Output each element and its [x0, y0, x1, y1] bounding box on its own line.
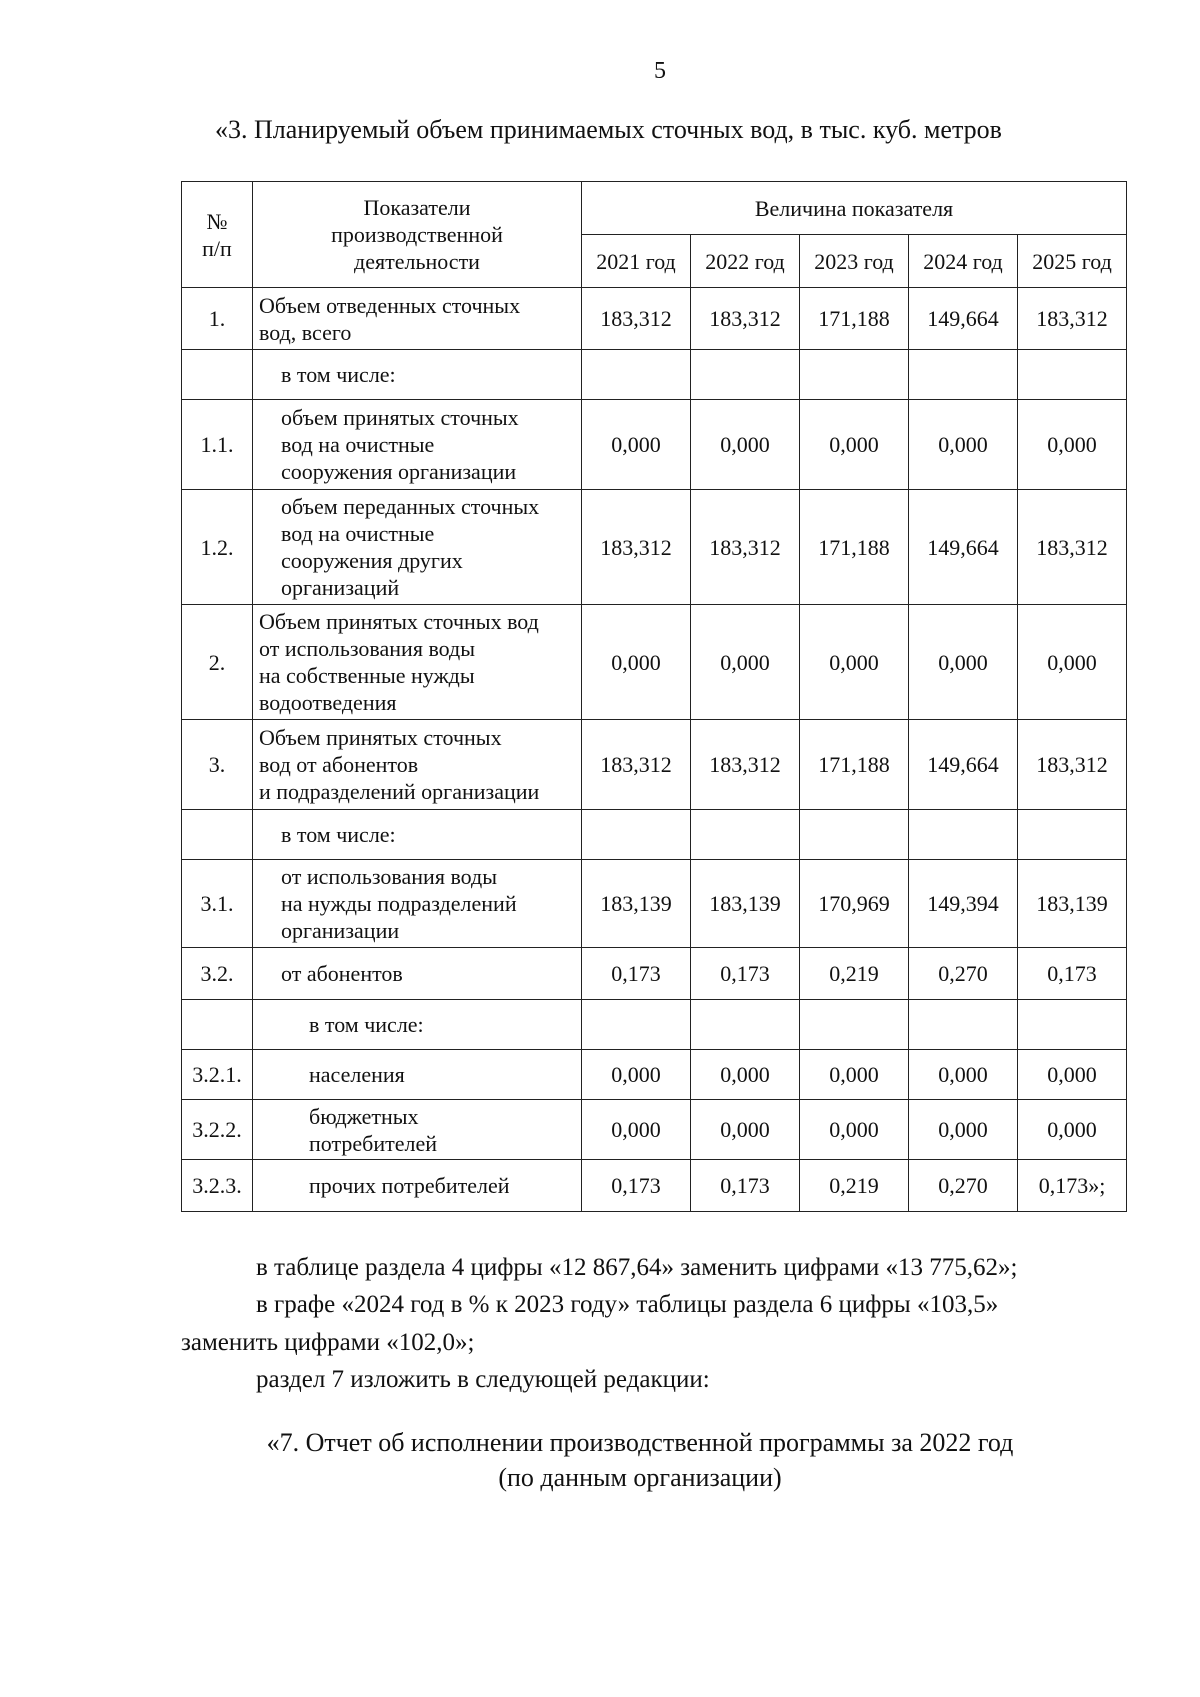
header-indicator-line: производственной: [331, 222, 503, 247]
value-cell-2021: [582, 810, 691, 860]
value-cell-2023: 0,219: [800, 1160, 909, 1212]
value-cell-2024: [909, 1000, 1018, 1050]
table-row: [182, 400, 1127, 490]
section-3-title: «3. Планируемый объем принимаемых сточных вод, в тыс. куб. метров: [215, 115, 1002, 144]
indicator-line: сооружения других: [281, 548, 463, 573]
value-cell-2023: 171,188: [800, 490, 909, 605]
value-cell-2024: [909, 350, 1018, 400]
row-indicator: [253, 1000, 582, 1050]
row-indicator: [253, 1100, 582, 1160]
value-cell-2023: 171,188: [800, 720, 909, 810]
row-number: [182, 350, 253, 400]
indicator-line: на нужды подразделений: [281, 891, 517, 916]
table-row: [182, 1100, 1127, 1160]
row-indicator: [253, 720, 582, 810]
value-cell-2025: 183,139: [1018, 860, 1127, 948]
header-value-group: Величина показателя: [582, 182, 1127, 235]
section-7-title-line-1: «7. Отчет об исполнении производственной программы за 2022 год: [266, 1428, 1014, 1457]
value-cell-2022: [691, 810, 800, 860]
value-cell-2024: 0,000: [909, 1050, 1018, 1100]
value-cell-2021: 183,312: [582, 720, 691, 810]
table-row: [182, 1050, 1127, 1100]
value-cell-2022: 183,139: [691, 860, 800, 948]
paragraph-2-line-1: в графе «2024 год в % к 2023 году» таблицы раздела 6 цифры «103,5»: [256, 1291, 999, 1318]
value-cell-2022: 0,000: [691, 1050, 800, 1100]
value-cell-2022: 0,000: [691, 1100, 800, 1160]
value-cell-2021: 183,312: [582, 490, 691, 605]
value-cell-2024: [909, 810, 1018, 860]
header-num: [182, 182, 253, 288]
indicator-line: вод на очистные: [281, 521, 435, 546]
value-cell-2025: 183,312: [1018, 288, 1127, 350]
table-row: [182, 720, 1127, 810]
table-row: [182, 288, 1127, 350]
indicator-line: населения: [309, 1062, 405, 1087]
row-indicator: [253, 1050, 582, 1100]
row-number: 1.: [182, 288, 253, 350]
table-row: [182, 810, 1127, 860]
indicator-line: от использования воды: [259, 636, 476, 661]
table-row: [182, 490, 1127, 605]
indicator-line: сооружения организации: [281, 459, 517, 484]
row-indicator: [253, 605, 582, 720]
row-indicator: [253, 288, 582, 350]
header-year: 2024 год: [909, 235, 1018, 288]
row-number: [182, 1000, 253, 1050]
table-row: [182, 350, 1127, 400]
value-cell-2021: 0,000: [582, 1050, 691, 1100]
header-year: 2023 год: [800, 235, 909, 288]
value-cell-2025: [1018, 1000, 1127, 1050]
indicator-line: в том числе:: [281, 362, 396, 387]
value-cell-2021: [582, 350, 691, 400]
row-number: 3.1.: [182, 860, 253, 948]
value-cell-2025: [1018, 810, 1127, 860]
indicator-line: Объем принятых сточных вод: [259, 609, 539, 634]
value-cell-2022: 183,312: [691, 490, 800, 605]
value-cell-2023: 170,969: [800, 860, 909, 948]
indicator-line: организаций: [281, 575, 400, 600]
value-cell-2024: 0,000: [909, 605, 1018, 720]
row-indicator: [253, 490, 582, 605]
value-cell-2021: 0,173: [582, 948, 691, 1000]
value-cell-2023: 171,188: [800, 288, 909, 350]
wastewater-volume-table: [181, 181, 1127, 1212]
row-number: 3.2.3.: [182, 1160, 253, 1212]
indicator-line: прочих потребителей: [309, 1173, 510, 1198]
value-cell-2022: 0,173: [691, 1160, 800, 1212]
row-indicator: [253, 350, 582, 400]
header-indicator: [253, 182, 582, 288]
row-number: 2.: [182, 605, 253, 720]
table-body: [182, 288, 1127, 1212]
indicator-line: вод на очистные: [281, 432, 435, 457]
value-cell-2023: 0,000: [800, 1050, 909, 1100]
table-row: [182, 1160, 1127, 1212]
value-cell-2024: 149,664: [909, 490, 1018, 605]
row-indicator: [253, 860, 582, 948]
row-number: 1.1.: [182, 400, 253, 490]
value-cell-2023: 0,219: [800, 948, 909, 1000]
row-indicator: [253, 400, 582, 490]
indicator-line: в том числе:: [281, 822, 396, 847]
value-cell-2021: 0,000: [582, 1100, 691, 1160]
value-cell-2025: 0,173: [1018, 948, 1127, 1000]
header-year: 2021 год: [582, 235, 691, 288]
value-cell-2023: 0,000: [800, 400, 909, 490]
indicator-line: в том числе:: [309, 1012, 424, 1037]
indicator-line: организации: [281, 918, 400, 943]
value-cell-2025: [1018, 350, 1127, 400]
row-number: 3.2.1.: [182, 1050, 253, 1100]
row-number: 3.2.: [182, 948, 253, 1000]
indicator-line: объем принятых сточных: [281, 405, 519, 430]
value-cell-2024: 0,270: [909, 1160, 1018, 1212]
header-indicator-line: деятельности: [354, 249, 480, 274]
table-row: [182, 860, 1127, 948]
paragraph-3: раздел 7 изложить в следующей редакции:: [256, 1366, 710, 1393]
value-cell-2021: 183,312: [582, 288, 691, 350]
header-num-line: №: [206, 208, 228, 234]
value-cell-2024: 149,664: [909, 288, 1018, 350]
value-cell-2021: 0,000: [582, 400, 691, 490]
value-cell-2024: 149,394: [909, 860, 1018, 948]
indicator-line: водоотведения: [259, 690, 397, 715]
indicator-line: от абонентов: [281, 961, 403, 986]
value-cell-2023: [800, 350, 909, 400]
table-row: [182, 1000, 1127, 1050]
section-7-title-line-2: (по данным организации): [498, 1463, 782, 1492]
value-cell-2024: 0,000: [909, 400, 1018, 490]
paragraph-1: в таблице раздела 4 цифры «12 867,64» заменить цифрами «13 775,62»;: [256, 1254, 1018, 1281]
value-cell-2025: 0,000: [1018, 605, 1127, 720]
row-indicator: [253, 948, 582, 1000]
row-number: [182, 810, 253, 860]
page-number: 5: [654, 58, 666, 84]
row-number: 1.2.: [182, 490, 253, 605]
table-row: [182, 948, 1127, 1000]
value-cell-2025: 0,000: [1018, 400, 1127, 490]
indicator-line: Объем отведенных сточных: [259, 292, 521, 318]
indicator-line: вод, всего: [259, 319, 352, 345]
value-cell-2025: 0,000: [1018, 1100, 1127, 1160]
row-indicator: [253, 1160, 582, 1212]
row-indicator: [253, 810, 582, 860]
row-number: 3.: [182, 720, 253, 810]
indicator-line: потребителей: [309, 1130, 437, 1156]
value-cell-2023: 0,000: [800, 1100, 909, 1160]
value-cell-2024: 0,000: [909, 1100, 1018, 1160]
value-cell-2023: [800, 810, 909, 860]
value-cell-2021: 0,000: [582, 605, 691, 720]
value-cell-2021: 0,173: [582, 1160, 691, 1212]
value-cell-2022: 0,173: [691, 948, 800, 1000]
value-cell-2022: 183,312: [691, 288, 800, 350]
value-cell-2022: [691, 1000, 800, 1050]
indicator-line: объем переданных сточных: [281, 494, 540, 519]
value-cell-2022: 0,000: [691, 605, 800, 720]
value-cell-2021: [582, 1000, 691, 1050]
value-cell-2022: 183,312: [691, 720, 800, 810]
indicator-line: Объем принятых сточных: [259, 725, 502, 750]
value-cell-2024: 0,270: [909, 948, 1018, 1000]
value-cell-2023: 0,000: [800, 605, 909, 720]
indicator-line: бюджетных: [309, 1103, 419, 1129]
header-year: 2022 год: [691, 235, 800, 288]
value-cell-2021: 183,139: [582, 860, 691, 948]
indicator-line: и подразделений организации: [259, 779, 540, 804]
header-year: 2025 год: [1018, 235, 1127, 288]
value-cell-2025: 183,312: [1018, 720, 1127, 810]
table-row: [182, 605, 1127, 720]
indicator-line: вод от абонентов: [259, 752, 419, 777]
value-cell-2023: [800, 1000, 909, 1050]
indicator-line: от использования воды: [281, 864, 498, 889]
header-num-line: п/п: [202, 235, 232, 261]
value-cell-2025: 0,000: [1018, 1050, 1127, 1100]
header-indicator-line: Показатели: [363, 195, 471, 220]
indicator-line: на собственные нужды: [259, 663, 475, 688]
value-cell-2022: [691, 350, 800, 400]
value-cell-2022: 0,000: [691, 400, 800, 490]
value-cell-2024: 149,664: [909, 720, 1018, 810]
row-number: 3.2.2.: [182, 1100, 253, 1160]
value-cell-2025: 183,312: [1018, 490, 1127, 605]
value-cell-2025: 0,173»;: [1018, 1160, 1127, 1212]
paragraph-2-line-2: заменить цифрами «102,0»;: [181, 1329, 475, 1356]
